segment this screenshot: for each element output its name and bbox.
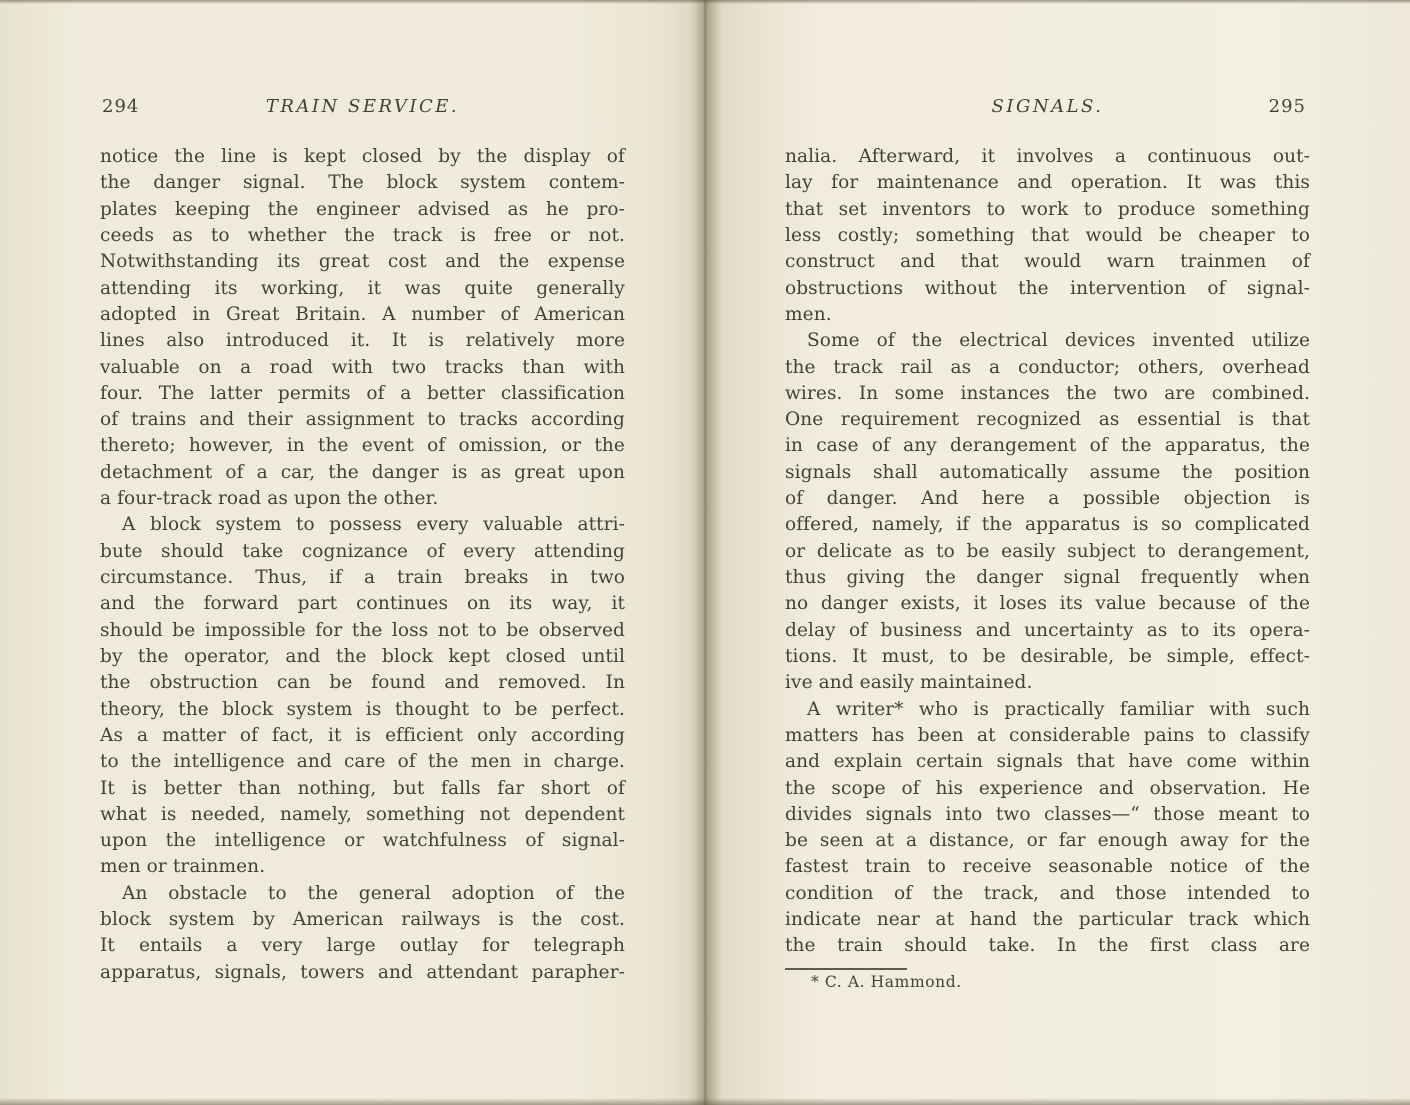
text-line: As a matter of fact, it is efficient only according (100, 724, 625, 746)
text-line: One requirement recognized as essential is that (785, 409, 1310, 431)
text-line: the scope of his experience and observation. He (785, 777, 1310, 799)
right-page-body (785, 144, 1310, 960)
text-line: what is needed, namely, something not dependent (100, 803, 625, 825)
text-line: offered, namely, if the apparatus is so complicated (785, 514, 1310, 536)
text-line: delay of business and uncertainty as to its opera- (785, 619, 1310, 641)
paragraph (785, 328, 1310, 696)
text-line: of danger. And here a possible objection is (785, 488, 1310, 510)
footnote-rule (785, 968, 907, 970)
text-line: construct and that would warn trainmen of (785, 251, 1310, 273)
paragraph (100, 144, 625, 512)
text-line: and the forward part continues on its way, it (100, 593, 625, 615)
text-line: thereto; however, in the event of omission, or the (100, 435, 625, 457)
text-line: less costly; something that would be cheaper to (785, 224, 1310, 246)
text-line: nalia. Afterward, it involves a continuous out- (785, 146, 1310, 167)
text-line: or delicate as to be easily subject to derangement, (785, 540, 1310, 562)
text-line: Some of the electrical devices invented utilize (807, 330, 1310, 352)
left-running-head: TRAIN SERVICE. (265, 96, 460, 117)
text-line: circumstance. Thus, if a train breaks in two (100, 567, 625, 588)
text-line: ive and easily maintained. (785, 672, 1033, 694)
text-line: upon the intelligence or watchfulness of signal- (100, 830, 625, 852)
text-line: block system by American railways is the cost. (100, 909, 625, 931)
right-page (785, 96, 1310, 991)
text-line: the track rail as a conductor; others, overhead (785, 356, 1310, 378)
text-line: a four-track road as upon the other. (100, 488, 439, 510)
text-line: matters has been at considerable pains to classify (785, 724, 1310, 746)
text-line: attending its working, it was quite generally (100, 277, 625, 299)
text-line: of trains and their assignment to tracks according (100, 409, 625, 431)
left-page-number: 294 (102, 96, 140, 117)
text-line: should be impossible for the loss not to be observed (100, 619, 625, 641)
text-line: to the intelligence and care of the men in charge. (100, 751, 625, 773)
left-page-body (100, 144, 625, 986)
left-page-header (100, 96, 625, 120)
text-line: four. The latter permits of a better classification (100, 382, 625, 404)
text-line: valuable on a road with two tracks than with (100, 356, 625, 378)
text-line: apparatus, signals, towers and attendant parapher- (100, 961, 625, 983)
text-line: adopted in Great Britain. A number of American (100, 303, 625, 325)
right-page-header (785, 96, 1310, 120)
text-line: An obstacle to the general adoption of the (122, 882, 625, 904)
gutter-shadow (660, 0, 750, 1105)
text-line: obstructions without the intervention of signal- (785, 277, 1310, 299)
text-line: A writer* who is practically familiar with such (807, 698, 1310, 720)
text-line: thus giving the danger signal frequently when (785, 567, 1310, 588)
text-line: plates keeping the engineer advised as he pro- (100, 198, 625, 220)
text-line: wires. In some instances the two are combined. (785, 382, 1310, 404)
text-line: divides signals into two classes—“ those meant to (785, 803, 1310, 825)
text-line: bute should take cognizance of every attending (100, 540, 625, 562)
text-line: ceeds as to whether the track is free or not. (100, 224, 625, 246)
text-line: men or trainmen. (100, 856, 266, 878)
text-line: theory, the block system is thought to be perfect. (100, 698, 625, 720)
right-page-number: 295 (1268, 96, 1306, 117)
left-page (100, 96, 625, 986)
text-line: fastest train to receive seasonable notice of the (785, 856, 1310, 878)
text-line: It entails a very large outlay for telegraph (100, 935, 625, 957)
text-line: A block system to possess every valuable attri- (122, 514, 625, 536)
text-line: men. (785, 303, 832, 325)
text-line: no danger exists, it loses its value because of the (785, 593, 1310, 615)
text-line: lines also introduced it. It is relatively more (100, 330, 625, 352)
text-line: detachment of a car, the danger is as great upon (100, 461, 625, 483)
text-line: in case of any derangement of the apparatus, the (785, 435, 1310, 457)
paragraph (100, 512, 625, 880)
text-line: that set inventors to work to produce something (785, 198, 1310, 220)
text-line: and explain certain signals that have come within (785, 751, 1310, 773)
text-line: the obstruction can be found and removed. In (100, 672, 625, 694)
text-line: condition of the track, and those intended to (785, 882, 1310, 904)
paragraph (785, 144, 1310, 328)
paragraph (100, 881, 625, 986)
text-line: Notwithstanding its great cost and the expense (100, 251, 625, 273)
right-running-head: SIGNALS. (991, 96, 1104, 117)
footnote-text: * C. A. Hammond. (811, 972, 962, 991)
text-line: tions. It must, to be desirable, be simple, effect- (785, 645, 1310, 667)
text-line: by the operator, and the block kept closed until (100, 645, 625, 667)
text-line: indicate near at hand the particular track which (785, 909, 1310, 931)
text-line: It is better than nothing, but falls far short of (100, 777, 625, 799)
paragraph (785, 697, 1310, 960)
text-line: signals shall automatically assume the position (785, 461, 1310, 483)
text-line: the train should take. In the first class are (785, 935, 1310, 957)
text-line: be seen at a distance, or far enough away for the (785, 830, 1310, 852)
text-line: notice the line is kept closed by the display of (100, 146, 625, 167)
text-line: the danger signal. The block system contem- (100, 172, 625, 194)
text-line: lay for maintenance and operation. It was this (785, 172, 1310, 194)
